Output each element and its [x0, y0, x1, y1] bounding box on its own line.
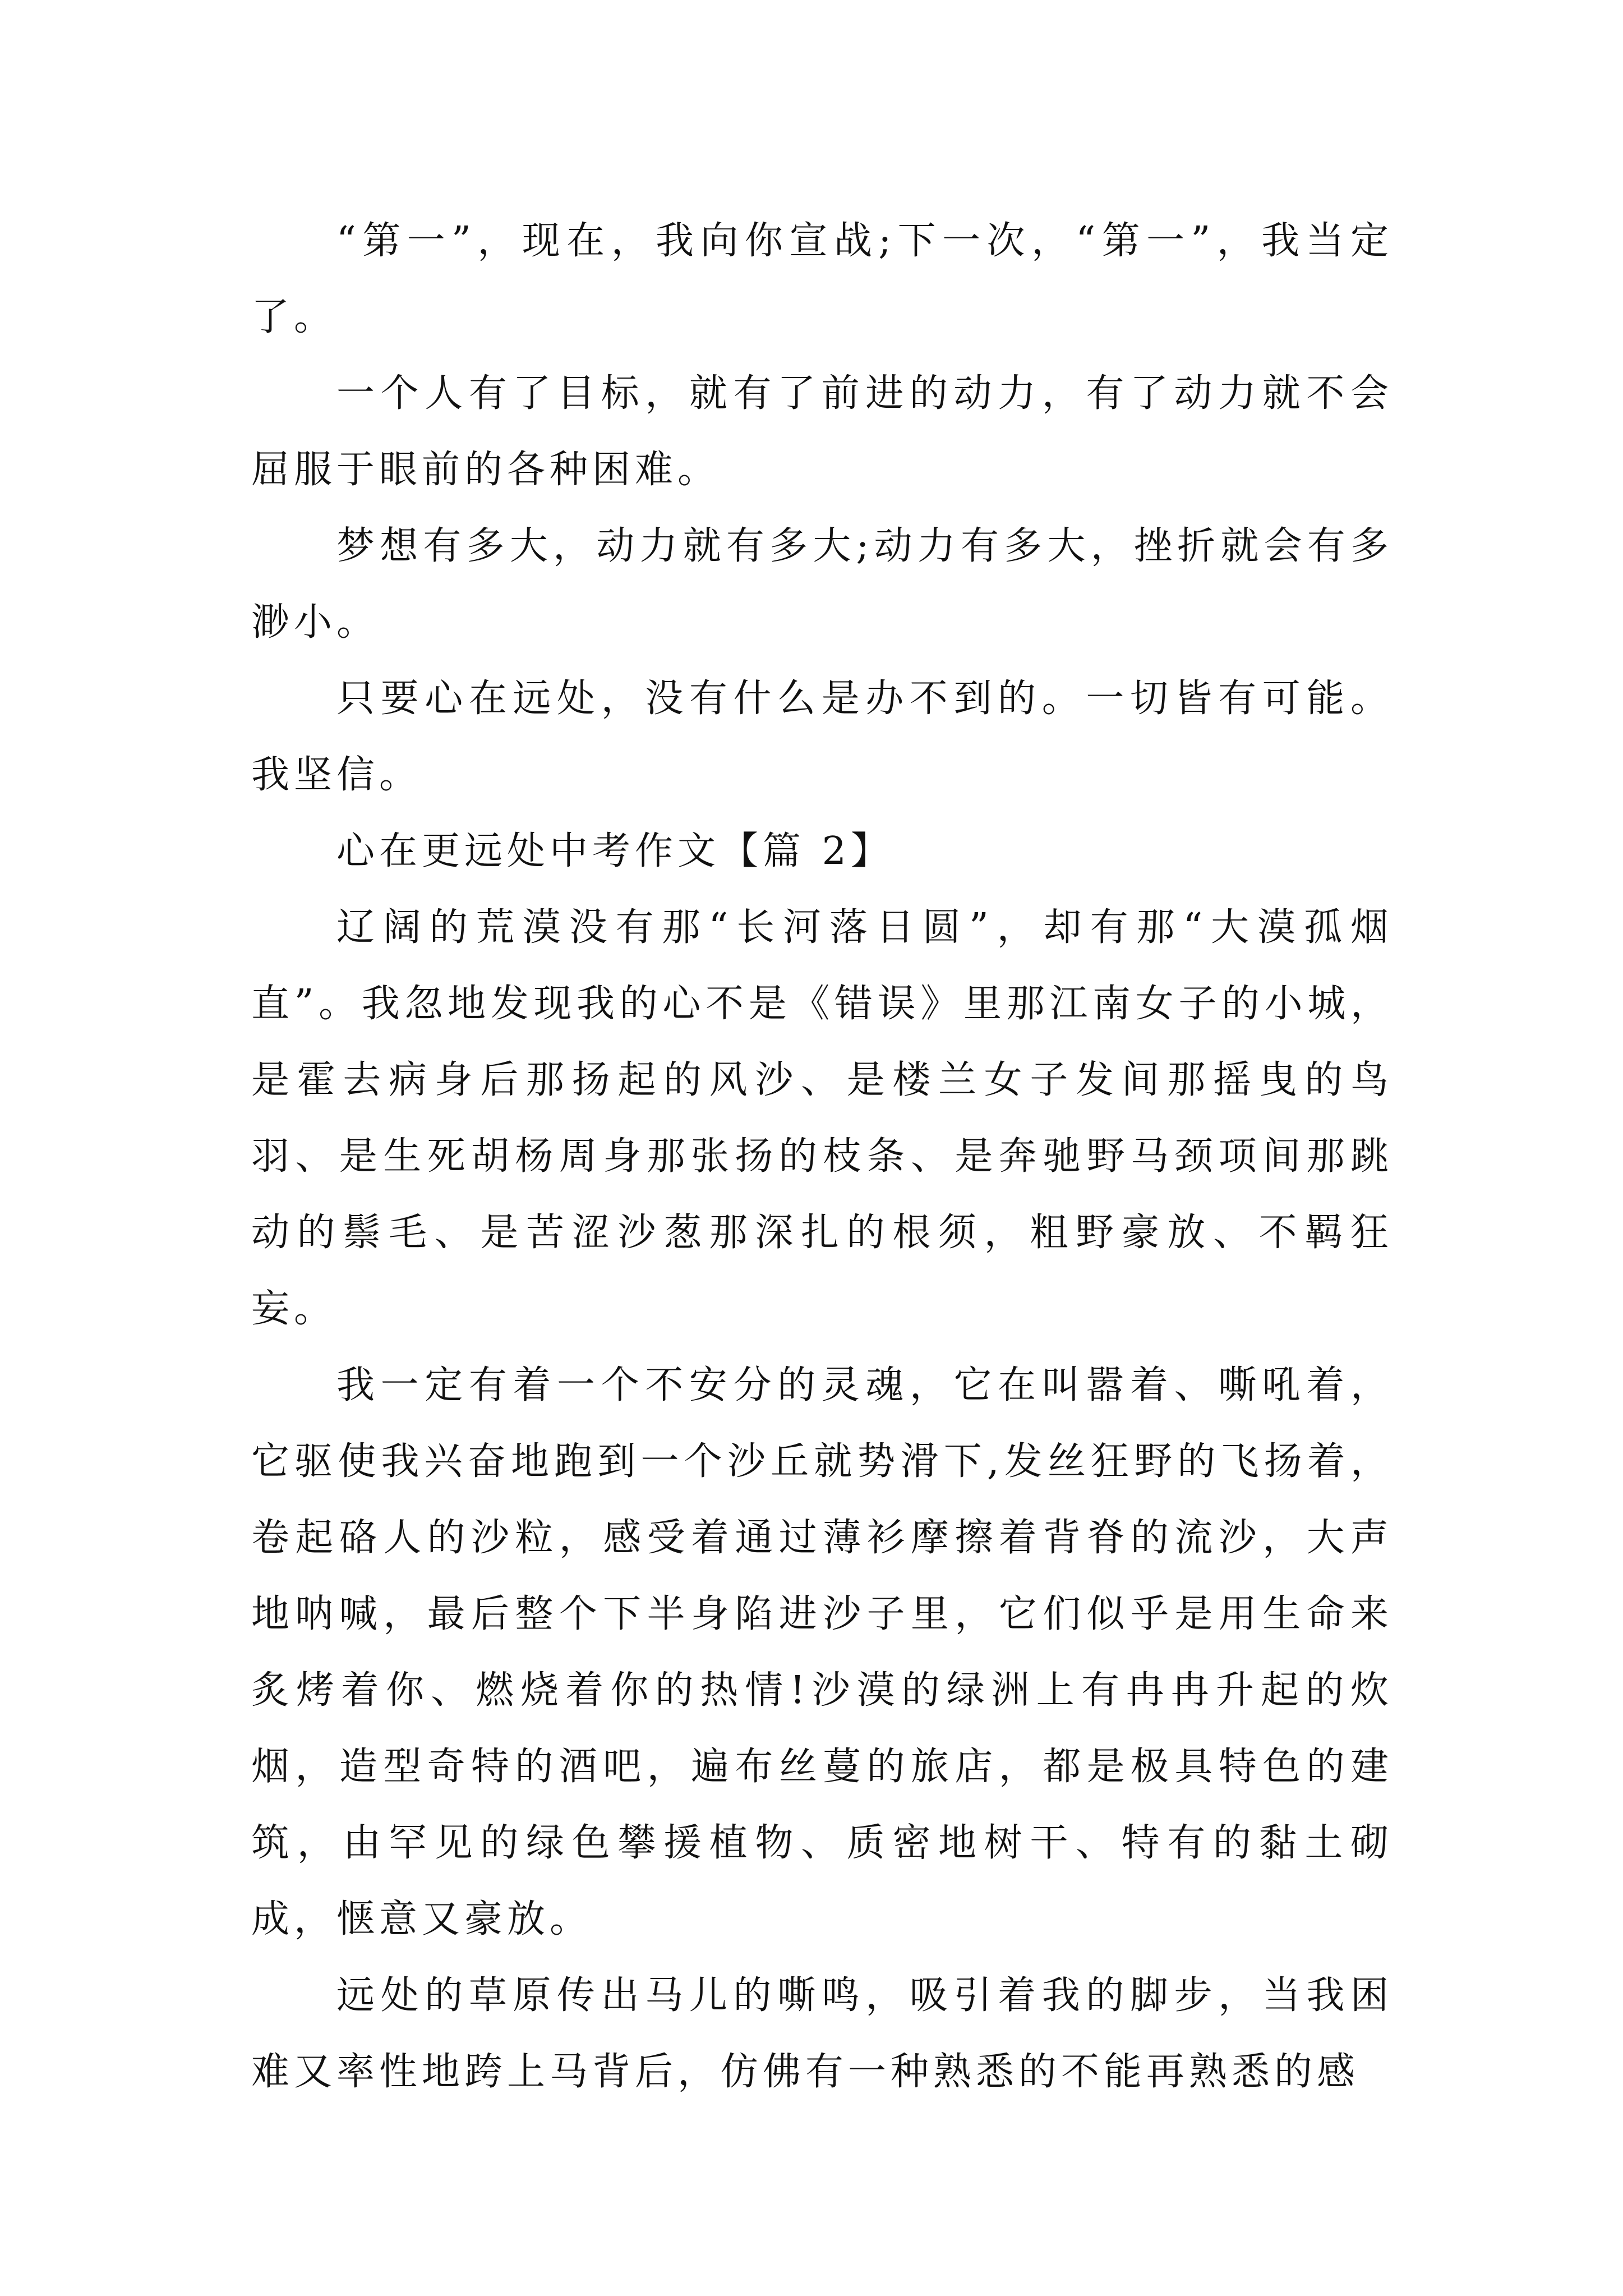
paragraph: 我一定有着一个不安分的灵魂，它在叫嚣着、嘶吼着，它驱使我兴奋地跑到一个沙丘就势滑下,发丝狂野的飞扬着，卷起硌人的沙粒，感受着通过薄衫摩擦着背脊的流沙，大声地呐喊，最后整个下半身陷进沙子里，它们似乎是用生命来炙烤着你、燃烧着你的热情!沙漠的绿洲上有冉冉升起的炊烟，造型奇特的酒吧，遍布丝蔓的旅店，都是极具特色的建筑，由罕见的绿色攀援植物、质密地树干、特有的黏土砌成，惬意又豪放。 [251, 1363, 1393, 1941]
paragraph: 一个人有了目标，就有了前进的动力，有了动力就不会屈服于眼前的各种困难。 [251, 371, 1393, 492]
document-body [251, 203, 1393, 2110]
paragraph: “第一”，现在，我向你宣战;下一次，“第一”，我当定了。 [251, 219, 1393, 339]
section-heading: 心在更远处中考作文【篇 2】 [336, 829, 893, 873]
paragraph: 远处的草原传出马儿的嘶鸣，吸引着我的脚步，当我困难又率性地跨上马背后，仿佛有一种熟悉的不能再熟悉的感 [251, 1973, 1393, 2094]
paragraph: 只要心在远处，没有什么是办不到的。一切皆有可能。我坚信。 [251, 677, 1393, 797]
paragraph: 辽阔的荒漠没有那“长河落日圆”，却有那“大漠孤烟直”。我忽地发现我的心不是《错误》里那江南女子的小城，是霍去病身后那扬起的风沙、是楼兰女子发间那摇曳的鸟羽、是生死胡杨周身那张扬的枝条、是奔驰野马颈项间那跳动的鬃毛、是苦涩沙葱那深扎的根须，粗野豪放、不羁狂妄。 [251, 905, 1393, 1331]
paragraph: 梦想有多大，动力就有多大;动力有多大，挫折就会有多渺小。 [251, 524, 1393, 645]
